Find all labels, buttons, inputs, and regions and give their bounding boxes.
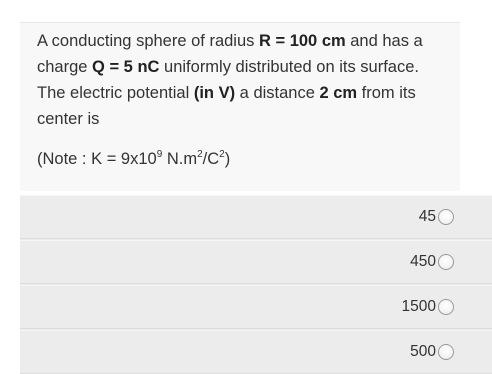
radius-value: R = 100 cm [258, 32, 346, 50]
question-line-1 [37, 28, 457, 54]
answer-option[interactable] [20, 240, 492, 284]
note-text-part: N.m [162, 150, 198, 168]
note-text-part: /C [202, 150, 220, 168]
question-line-2 [37, 54, 457, 80]
radio-button[interactable] [438, 344, 454, 360]
answer-option-label: 45 [418, 208, 436, 225]
question-line-3 [37, 80, 457, 106]
answer-option[interactable] [20, 285, 492, 329]
question-text-part: The electric potential [37, 84, 194, 102]
question-text-part: uniformly distributed on its surface. [159, 58, 419, 76]
distance-value: 2 cm [319, 84, 358, 102]
constant-note [37, 150, 230, 169]
note-exponent: 2 [197, 149, 203, 160]
question-line-4 [37, 106, 457, 132]
question-text [37, 28, 457, 132]
question-text-part: center is [37, 110, 100, 128]
note-text-part: ) [224, 150, 231, 168]
answer-option[interactable] [20, 195, 492, 239]
question-text-part: charge [37, 58, 93, 76]
radio-button[interactable] [438, 299, 454, 315]
note-exponent: 9 [156, 149, 163, 160]
answer-option-label: 450 [410, 253, 436, 270]
question-text-part: A conducting sphere of radius [37, 32, 259, 50]
note-text-part: (Note : K = 9x10 [37, 150, 157, 168]
question-text-part: and has a [345, 32, 423, 50]
note-exponent: 2 [219, 149, 225, 160]
question-text-part: from its [357, 84, 416, 102]
units-note: (in V) [193, 84, 236, 102]
answer-options [20, 195, 492, 372]
radio-button[interactable] [438, 254, 454, 270]
answer-option-label: 500 [410, 343, 436, 360]
radio-button[interactable] [438, 209, 454, 225]
charge-value: Q = 5 nC [92, 58, 160, 76]
answer-option[interactable] [20, 330, 492, 374]
answer-option-label: 1500 [401, 298, 436, 315]
question-text-part: a distance [235, 84, 320, 102]
